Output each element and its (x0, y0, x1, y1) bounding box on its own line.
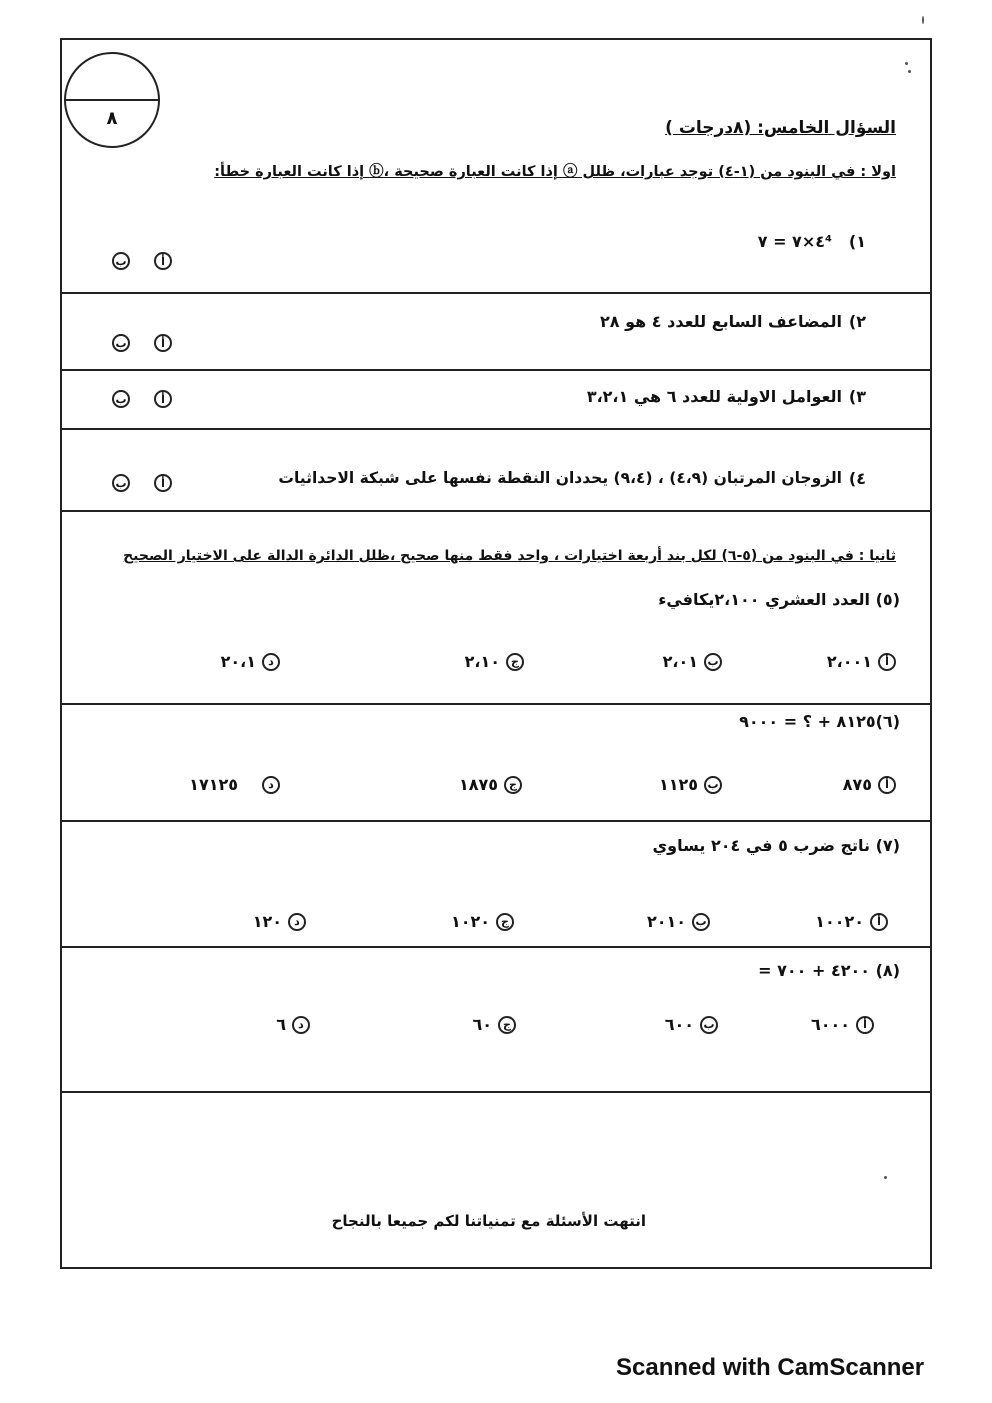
mc-item-5-option-b[interactable]: ب ٢،٠١ (663, 652, 722, 671)
part2-instruction: ثانيا : في البنود من (٥-٦) لكل بند أربعة اختيارات ، واحد فقط منها صحيح ،ظلل الدائرة الدالة على الاختيار الصحيح (123, 548, 896, 564)
mc-item-6-option-d[interactable]: د ١٧١٢٥ (189, 775, 280, 794)
bubble-d[interactable]: د (262, 653, 280, 671)
tf-item-4-text: الزوجان المرتبان (٤،٩) ، (٩،٤) يحددان النقطة نفسها على شبكة الاحداثيات (278, 469, 842, 487)
bubble-a[interactable]: أ (154, 252, 172, 270)
tf-item-1-number: ١) (848, 232, 866, 251)
bubble-a[interactable]: أ (878, 776, 896, 794)
bubble-b[interactable]: ب (112, 252, 130, 270)
mc-item-6-question: (٦)٨١٢٥ + ؟ = ٩٠٠٠ (739, 712, 900, 731)
mc-item-7-option-b[interactable]: ب ٢٠١٠ (647, 912, 710, 931)
bubble-b[interactable]: ب (112, 474, 130, 492)
tf-item-2-text: المضاعف السابع للعدد ٤ هو ٢٨ (600, 312, 842, 331)
score-circle (64, 52, 160, 148)
tf-item-2-bubbles (112, 334, 172, 352)
divider (60, 428, 932, 430)
divider (60, 1091, 932, 1093)
tf-item-3-text: العوامل الاولية للعدد ٦ هي ٣،٢،١ (586, 387, 842, 406)
bubble-b[interactable]: ب (692, 913, 710, 931)
bubble-d[interactable]: د (288, 913, 306, 931)
bubble-a[interactable]: أ (154, 334, 172, 352)
bubble-b[interactable]: ب (704, 653, 722, 671)
bubble-a[interactable]: أ (870, 913, 888, 931)
mc-item-6-option-c[interactable]: ج ١٨٧٥ (459, 775, 522, 794)
mc-item-5-option-d[interactable]: د ٢٠،١ (221, 652, 280, 671)
closing-text: انتهت الأسئلة مع تمنياتنا لكم جميعا بالنجاح (331, 1212, 646, 1230)
mc-item-6-option-a[interactable]: أ ٨٧٥ (843, 775, 896, 794)
score-value: ٨ (106, 108, 118, 129)
bubble-a[interactable]: أ (154, 390, 172, 408)
mc-item-8-option-d[interactable]: د ٦ (276, 1015, 310, 1034)
scan-speck (922, 16, 924, 24)
scan-speck (905, 62, 908, 65)
bubble-c[interactable]: ج (498, 1016, 516, 1034)
bubble-c[interactable]: ج (504, 776, 522, 794)
mc-item-7-option-d[interactable]: د ١٢٠ (253, 912, 306, 931)
scan-speck (908, 70, 911, 73)
bubble-d[interactable]: د (292, 1016, 310, 1034)
bubble-c[interactable]: ج (496, 913, 514, 931)
mc-item-8-question: (٨) ٤٢٠٠ + ٧٠٠ = (758, 961, 900, 980)
bubble-d[interactable]: د (262, 776, 280, 794)
part1-instruction: اولا : في البنود من (١-٤) توجد عبارات، ظلل ⓐ إذا كانت العبارة صحيحة ،ⓑ إذا كانت العبارة خطأ: (214, 164, 896, 180)
scan-speck (884, 1176, 887, 1179)
mc-item-8-option-a[interactable]: أ ٦٠٠٠ (811, 1015, 874, 1034)
camscanner-watermark: Scanned with CamScanner (616, 1354, 925, 1381)
mc-item-5-option-c[interactable]: ج ٢،١٠ (465, 652, 524, 671)
mc-item-8-option-c[interactable]: ج ٦٠ (472, 1015, 516, 1034)
tf-item-4-bubbles (112, 474, 172, 492)
bubble-c[interactable]: ج (506, 653, 524, 671)
bubble-b[interactable]: ب (700, 1016, 718, 1034)
mc-item-7-question: (٧) ناتج ضرب ٥ في ٢٠٤ يساوي (652, 836, 900, 855)
tf-item-3-bubbles (112, 390, 172, 408)
mc-item-7-option-a[interactable]: أ ١٠٠٢٠ (815, 912, 888, 931)
mc-item-5-option-a[interactable]: أ ٢،٠٠١ (827, 652, 896, 671)
mc-item-8-option-b[interactable]: ب ٦٠٠ (665, 1015, 718, 1034)
mc-item-6-option-b[interactable]: ب ١١٢٥ (659, 775, 722, 794)
question-title: السؤال الخامس: (٨درجات ) (665, 118, 896, 138)
divider (60, 292, 932, 294)
tf-item-1-text: ٤×٧ = ٧⁴ (757, 232, 832, 251)
tf-item-3-number: ٣) (848, 387, 866, 406)
divider (60, 703, 932, 705)
bubble-b[interactable]: ب (704, 776, 722, 794)
divider (60, 946, 932, 948)
bubble-b[interactable]: ب (112, 334, 130, 352)
bubble-a[interactable]: أ (856, 1016, 874, 1034)
mc-item-5-question: (٥) العدد العشري ٢،١٠٠يكافيء (658, 590, 900, 609)
divider (60, 369, 932, 371)
tf-item-2-number: ٢) (848, 312, 866, 331)
divider (60, 820, 932, 822)
tf-item-1-bubbles (112, 252, 172, 270)
tf-item-4-number: ٤) (848, 469, 866, 488)
mc-item-7-option-c[interactable]: ج ١٠٢٠ (451, 912, 514, 931)
divider (60, 510, 932, 512)
bubble-b[interactable]: ب (112, 390, 130, 408)
bubble-a[interactable]: أ (878, 653, 896, 671)
bubble-a[interactable]: أ (154, 474, 172, 492)
